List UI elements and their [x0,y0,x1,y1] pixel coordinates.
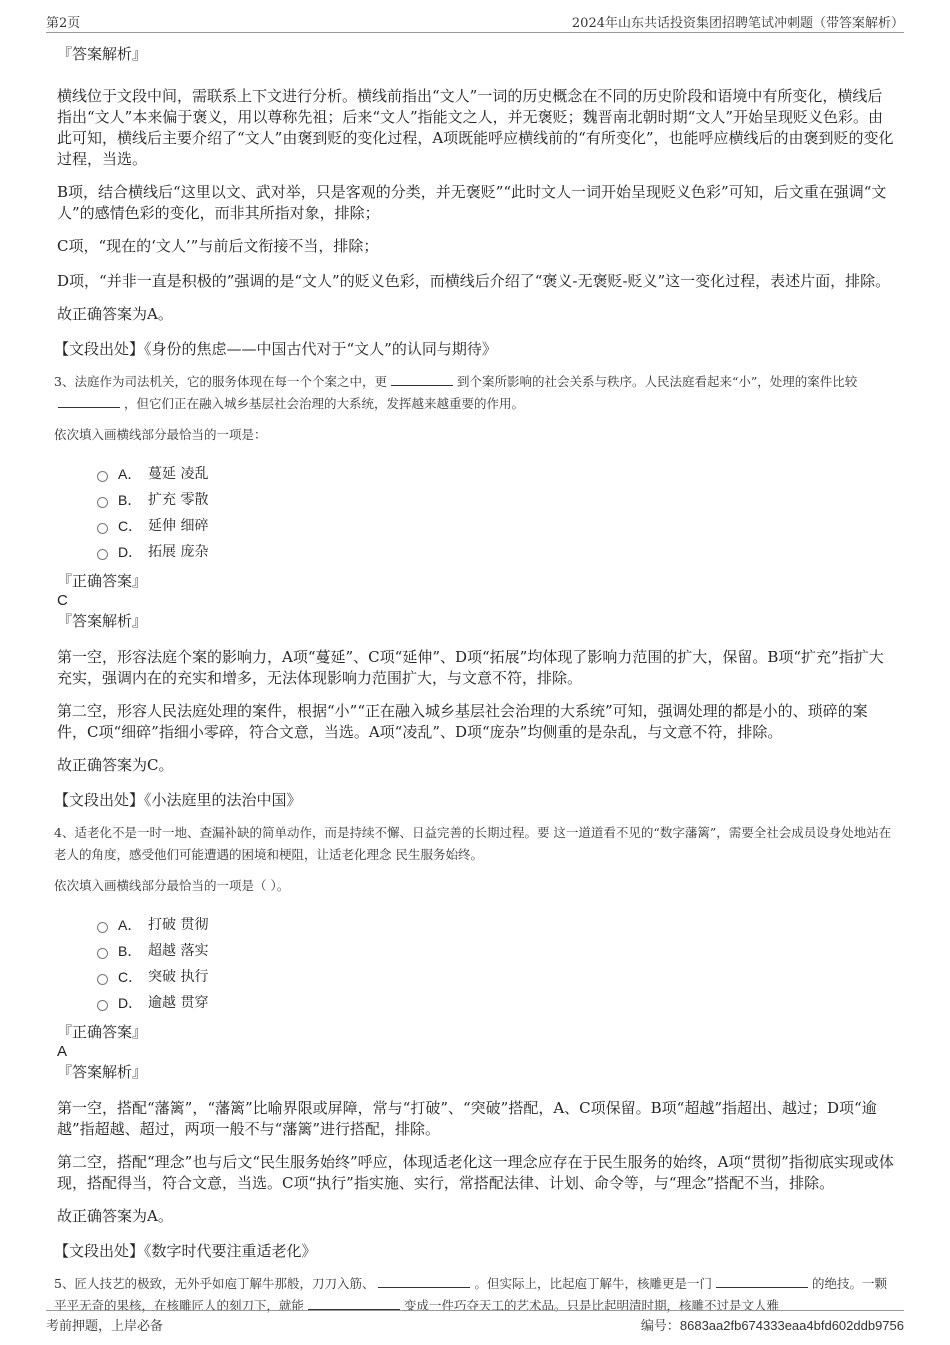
question-prompt: 依次填入画横线部分最恰当的一项是： [54,427,267,442]
question-stem: 4、适老化不是一时一地、查漏补缺的简单动作，而是持续不懈、日益完善的长期过程。要 这一道道看不见的“数字藩篱”，需要全社会成员设身处地站在老人的角度，感受他们可能遭遇的困境和梗阻，让适老化理念 民生服务始终。 [54,825,892,862]
option-d[interactable]: D． 拓展 庞杂 [97,539,897,565]
radio-button[interactable] [97,974,108,985]
analysis-label: 『答案解析』 [57,612,148,630]
analysis-paragraph: 第二空，搭配“理念”也与后文“民生服务始终”呼应，体现适老化这一理念应存在于民生服务的始终，A项“贯彻”指彻底实现或体现，搭配得当，符合文意，当选。C项“执行”指实施、实行，常搭配法律、计划、命令等，与“理念”搭配不当，排除。 [57,1153,894,1192]
fill-blank [378,1275,470,1288]
option-b[interactable]: B． 超越 落实 [97,938,897,964]
radio-button[interactable] [97,948,108,959]
radio-button[interactable] [97,497,108,508]
answer-label: 『正确答案』 [57,572,148,590]
option-c[interactable]: C． 突破 执行 [97,964,897,990]
answer-label: 『正确答案』 [57,1023,148,1041]
footer-slogan: 考前押题，上岸必备 [46,1319,164,1334]
analysis-paragraph: 横线位于文段中间，需联系上下文进行分析。横线前指出“文人”一词的历史概念在不同的历史阶段和语境中有所变化，横线后指出“文人”本来偏于褒义，用以尊称先祖；后来“文人”指能文之人，并无褒贬；魏晋南北朝时期“文人”开始呈现贬义色彩。由此可知，横线后主要介绍了“文人”由褒到贬的变化过程，A项既能呼应横线前的“有所变化”，也能呼应横线后的由褒到贬的变化过程，当选。 [57,87,894,168]
analysis-label: 『答案解析』 [57,1063,148,1081]
analysis-paragraph: C项，“现在的‘文人’”与前后文衔接不当，排除； [57,237,379,255]
analysis-paragraph: 第一空，形容法庭个案的影响力，A项“蔓延”、C项“延伸”、D项“拓展”均体现了影响力范围的扩大，保留。B项“扩充”指扩大充实，强调内在的充实和增多，无法体现影响力范围扩大，与文意不符，排除。 [57,648,884,687]
fill-blank [716,1275,808,1288]
analysis-paragraph: D项，“并非一直是积极的”强调的是“文人”的贬义色彩，而横线后介绍了“褒义-无褒贬-贬义”这一变化过程，表述片面，排除。 [57,272,891,290]
analysis-paragraph: 第一空，搭配“藩篱”，“藩篱”比喻界限或屏障，常与“打破”、“突破”搭配，A、C项保留。B项“超越”指超出、越过；D项“逾越”指超越、超过，两项一般不与“藩篱”进行搭配，排除。 [57,1099,877,1138]
correct-answer: A [57,1043,68,1060]
correct-answer: C [57,592,68,609]
final-answer-line: 故正确答案为C。 [57,756,174,774]
radio-button[interactable] [97,1000,108,1011]
option-list [57,912,897,1016]
source-citation: 【文段出处】《身份的焦虑——中国古代对于“文人”的认同与期待》 [54,340,497,358]
radio-button[interactable] [97,922,108,933]
final-answer-line: 故正确答案为A。 [57,305,173,323]
page-header [46,12,904,33]
final-answer-line: 故正确答案为A。 [57,1207,173,1225]
option-b[interactable]: B． 扩充 零散 [97,487,897,513]
option-c[interactable]: C． 延伸 细碎 [97,513,897,539]
document-body [54,40,897,1317]
option-d[interactable]: D． 逾越 贯穿 [97,990,897,1016]
fill-blank [58,395,120,408]
option-list [57,461,897,565]
page-number: 第2页 [46,16,81,31]
radio-button[interactable] [97,549,108,560]
radio-button[interactable] [97,471,108,482]
analysis-label: 『答案解析』 [57,45,148,63]
option-a[interactable]: A． 蔓延 凌乱 [97,461,897,487]
option-a[interactable]: A． 打破 贯彻 [97,912,897,938]
analysis-paragraph: 第二空，形容人民法庭处理的案件，根据“小”“正在融入城乡基层社会治理的大系统”可知，强调处理的都是小的、琐碎的案件，C项“细碎”指细小零碎，符合文意，当选。A项“凌乱”、D项“庞杂”均侧重的是杂乱，与文意不符，排除。 [57,702,868,741]
source-citation: 【文段出处】《小法庭里的法治中国》 [54,791,302,809]
document-title: 2024年山东共话投资集团招聘笔试冲刺题（带答案解析） [571,16,904,31]
question-prompt: 依次填入画横线部分最恰当的一项是（ ）。 [54,878,290,893]
page-footer [46,1310,904,1333]
fill-blank [308,1297,400,1310]
question-stem: 5、匠人技艺的极致，无外乎如庖丁解牛那般，刀刀入筋、 。但实际上，比起庖丁解牛，核雕更是一门 的绝技。一颗平平无奇的果核，在核雕匠人的刻刀下，就能 变成一件巧夺天工的艺术品。只是比起明清时期，核雕不过是文人雅 [54,1276,887,1313]
source-citation: 【文段出处】《数字时代要注重适老化》 [54,1242,317,1260]
analysis-paragraph: B项，结合横线后“这里以文、武对举，只是客观的分类，并无褒贬”“此时文人一词开始呈现贬义色彩”可知，后文重在强调“文人”的感情色彩的变化，而非其所指对象，排除； [57,183,887,222]
question-stem: 3、法庭作为司法机关，它的服务体现在每一个个案之中，更 到个案所影响的社会关系与秩序。人民法庭看起来“小”，处理的案件比较，但它们正在融入城乡基层社会治理的大系统，发挥越来越重要的作用。 [54,374,858,411]
radio-button[interactable] [97,523,108,534]
fill-blank [391,373,453,386]
document-code: 编号：8683aa2fb674333eaa4bfd602ddb9756 [640,1318,904,1333]
